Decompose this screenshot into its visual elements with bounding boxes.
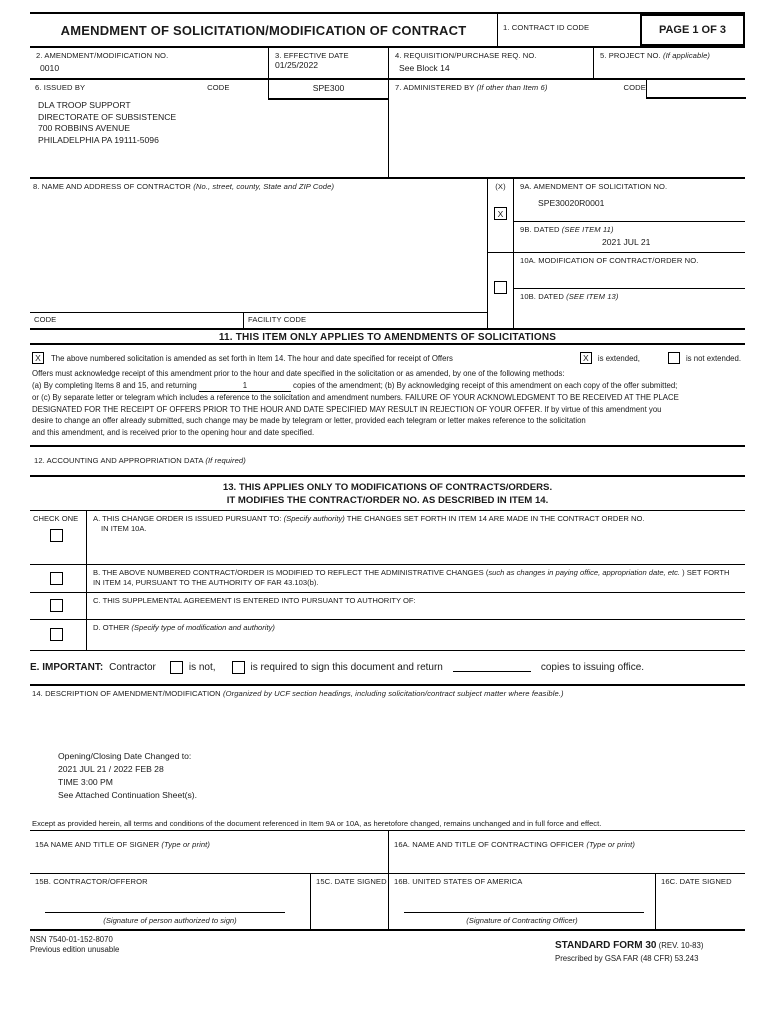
is-not-label: is not, (188, 661, 216, 673)
issued-by-code-label: CODE (207, 83, 230, 92)
administered-by-block[interactable] (388, 80, 745, 177)
contractor-signature-line[interactable] (45, 912, 285, 913)
form-identifier-block (555, 935, 745, 963)
prescribed-by-note: Prescribed by GSA FAR (48 CFR) 53.243 (555, 953, 699, 963)
nsn-number: NSN 7540-01-152-8070 (30, 934, 113, 944)
form-header (30, 12, 745, 48)
section-13-heading-line1: 13. THIS APPLIES ONLY TO MODIFICATIONS OF CONTRACTS/ORDERS. (222, 481, 553, 493)
section-13-heading (30, 475, 745, 510)
project-no-cell[interactable] (593, 48, 745, 78)
ack-line-1: Offers must acknowledge receipt of this amendment prior to the hour and date specified in the solicitation or as amended, by one of the following methods: (32, 369, 565, 378)
description-line: 2021 JUL 21 / 2022 FEB 28 (58, 763, 164, 774)
change-order-text: A. THIS CHANGE ORDER IS ISSUED PURSUANT TO: (Specify authority) THE CHANGES SET FORTH IN ITEM 14 ARE MADE IN THE CONTRACT ORDER NO. IN ITEM 10A. (86, 511, 745, 564)
description-section (30, 684, 745, 830)
solicitation-amended-checkbox[interactable]: X (32, 352, 44, 364)
form-footer (30, 935, 745, 963)
administered-by-code-value[interactable] (646, 80, 746, 99)
previous-edition-note: Previous edition unusable (30, 944, 120, 954)
nsn-block (30, 935, 119, 963)
amendment-no-label: 2. AMENDMENT/MODIFICATION NO. (36, 51, 169, 60)
x-column-header: (X) (495, 182, 506, 191)
administered-by-label: 7. ADMINISTERED BY (If other than Item 6) (395, 83, 548, 92)
contractor-label: 8. NAME AND ADDRESS OF CONTRACTOR (No., street, county, State and ZIP Code) (33, 182, 335, 191)
administered-by-code-label: CODE (623, 83, 646, 92)
accounting-data-cell[interactable] (30, 445, 745, 475)
description-label: 14. DESCRIPTION OF AMENDMENT/MODIFICATION (Organized by UCF section headings, including solicitation/contract subject matter where feasible.) (32, 688, 564, 698)
description-body (58, 750, 745, 802)
address-line: DIRECTORATE OF SUBSISTENCE (38, 111, 177, 122)
contract-id-code-cell[interactable] (497, 14, 640, 46)
other-text: D. OTHER (Specify type of modification and authority) (86, 620, 745, 650)
ack-line-4: DESIGNATED FOR THE RECEIPT OF OFFERS PRIOR TO THE HOUR AND DATE SPECIFIED MAY RESULT IN REJECTION OF YOUR OFFER. If by virtue of this amendment you (32, 404, 662, 414)
requisition-no-value: See Block 14 (399, 63, 450, 73)
supplemental-agreement-row (30, 593, 745, 620)
usa-label: 16B. UNITED STATES OF AMERICA (394, 876, 523, 886)
requisition-no-cell[interactable] (388, 48, 593, 78)
ack-line-5: desire to change an offer already submitted, such change may be made by telegram or letter, provided each telegram or letter makes reference to the solicitation (32, 416, 586, 426)
issued-by-label: 6. ISSUED BY (35, 83, 86, 92)
contractor-signature-caption: (Signature of person authorized to sign) (103, 915, 237, 925)
solicitation-modification-column (513, 179, 745, 328)
issued-by-block (30, 80, 388, 177)
check-cell (30, 565, 86, 592)
signatures-row (30, 873, 745, 931)
check-cell (30, 620, 86, 650)
modification-contract-no-label: 10A. MODIFICATION OF CONTRACT/ORDER NO. (520, 256, 699, 265)
description-line: See Attached Continuation Sheet(s). (58, 789, 198, 800)
amendment-solicitation-no-value: SPE30020R0001 (538, 198, 605, 208)
is-extended-checkbox[interactable]: X (580, 352, 592, 364)
acknowledgment-paragraph (32, 368, 745, 439)
identification-row (30, 48, 745, 80)
effective-date-value: 01/25/2022 (275, 60, 319, 70)
administrative-change-checkbox[interactable] (50, 572, 63, 585)
terms-unchanged-text: Except as provided herein, all terms and conditions of the document referenced in Item 9A or 10A, as heretofore changed, remains unchanged and in full force and effect. (32, 818, 602, 828)
contract-id-code-label: 1. CONTRACT ID CODE (503, 23, 590, 32)
requisition-no-label: 4. REQUISITION/PURCHASE REQ. NO. (395, 51, 537, 60)
ack-line-6: and this amendment, and is received prior to the opening hour and date specified. (32, 427, 315, 437)
officer-date-signed-cell[interactable] (655, 874, 745, 929)
usa-cell[interactable] (388, 874, 655, 929)
check-cell (30, 593, 86, 619)
project-no-label: 5. PROJECT NO. (If applicable) (600, 51, 711, 60)
is-not-checkbox[interactable] (170, 661, 183, 674)
other-row (30, 620, 745, 650)
important-label: E. IMPORTANT: (30, 661, 104, 673)
modification-contract-no-cell[interactable] (514, 252, 745, 288)
address-line: DLA TROOP SUPPORT (38, 100, 131, 110)
contractor-offeror-label: 15B. CONTRACTOR/OFFEROR (35, 876, 148, 886)
accounting-data-label: 12. ACCOUNTING AND APPROPRIATION DATA (If required) (34, 455, 246, 465)
contractor-word: Contractor (109, 661, 156, 673)
other-checkbox[interactable] (50, 628, 63, 641)
change-order-checkbox[interactable] (50, 529, 63, 542)
check-one-cell (30, 511, 86, 564)
contracting-officer-name-cell[interactable] (388, 831, 745, 873)
amendment-no-cell[interactable] (30, 48, 268, 78)
issued-by-code-value[interactable]: SPE300 (268, 80, 388, 100)
is-required-checkbox[interactable] (232, 661, 245, 674)
amendment-no-value: 0010 (40, 63, 60, 73)
description-line: Opening/Closing Date Changed to: (58, 750, 192, 761)
officer-signature-caption: (Signature of Contracting Officer) (466, 915, 578, 925)
copies-returned-field[interactable]: 1 (199, 380, 291, 393)
officer-date-signed-label: 16C. DATE SIGNED (661, 876, 732, 886)
contractor-name-address-cell[interactable] (30, 179, 487, 328)
dated-10b-label: 10B. DATED (SEE ITEM 13) (520, 292, 619, 301)
supplemental-agreement-text: C. THIS SUPPLEMENTAL AGREEMENT IS ENTERED INTO PURSUANT TO AUTHORITY OF: (86, 593, 745, 619)
modification-checkbox[interactable] (494, 281, 507, 294)
signer-name-label: 15A NAME AND TITLE OF SIGNER (Type or print) (35, 839, 211, 849)
x-column-divider (488, 252, 513, 253)
address-line: PHILADELPHIA PA 19111-5096 (38, 134, 159, 145)
section-11-heading: 11. THIS ITEM ONLY APPLIES TO AMENDMENTS OF SOLICITATIONS (30, 328, 745, 345)
is-extended-label: is extended, (597, 353, 640, 363)
officer-signature-line[interactable] (404, 912, 644, 913)
amendment-solicitation-no-label: 9A. AMENDMENT OF SOLICITATION NO. (520, 182, 668, 191)
form-title: AMENDMENT OF SOLICITATION/MODIFICATION OF CONTRACT (60, 22, 467, 38)
standard-form-30-title: STANDARD FORM 30 (REV. 10-83) (555, 939, 704, 951)
contractor-code-cell[interactable]: CODE (34, 315, 57, 324)
is-required-label: is required to sign this document and return (250, 661, 443, 673)
contractor-block (30, 177, 745, 328)
issuing-offices-row (30, 80, 745, 177)
supplemental-agreement-checkbox[interactable] (50, 599, 63, 612)
contractor-date-signed-label: 15C. DATE SIGNED (316, 876, 387, 886)
copies-suffix-label: copies to issuing office. (540, 661, 645, 673)
description-line: TIME 3:00 PM (58, 776, 113, 787)
signer-names-row (30, 830, 745, 873)
not-extended-checkbox[interactable] (668, 352, 680, 364)
dated-9b-value: 2021 JUL 21 (602, 237, 651, 247)
contracting-officer-name-label: 16A. NAME AND TITLE OF CONTRACTING OFFICER (Type or print) (394, 839, 635, 849)
change-order-text-line2: IN ITEM 10A. (101, 524, 147, 534)
copies-to-issuing-field[interactable] (453, 662, 531, 672)
address-line: 700 ROBBINS AVENUE (38, 123, 131, 133)
dated-9b-cell (514, 221, 745, 252)
contractor-date-signed-cell[interactable] (310, 874, 388, 929)
dated-9b-label: 9B. DATED (SEE ITEM 11) (520, 225, 614, 234)
amendment-checkbox[interactable]: X (494, 207, 507, 220)
dated-10b-cell[interactable] (514, 288, 745, 330)
not-extended-label: is not extended. (685, 353, 741, 363)
amendment-solicitation-no-cell (514, 179, 745, 221)
issued-by-address (38, 100, 388, 146)
x-mark-column (487, 179, 513, 328)
signer-name-cell[interactable] (30, 831, 388, 873)
ack-line-2: (a) By completing Items 8 and 15, and returning 1 copies of the amendment; (b) By acknowledging receipt of this amendment on each copy of the offer submitted; (32, 380, 745, 393)
effective-date-label: 3. EFFECTIVE DATE (275, 51, 349, 60)
ack-line-3: or (c) By separate letter or telegram which includes a reference to the solicitation and amendment numbers. FAILURE OF YOUR ACKNOWLEDGMENT TO BE RECEIVED AT THE PLACE (32, 393, 679, 403)
important-row (30, 650, 745, 684)
administrative-change-row (30, 565, 745, 593)
facility-code-cell[interactable]: FACILITY CODE (243, 313, 487, 328)
effective-date-cell[interactable] (268, 48, 388, 78)
contractor-offeror-cell[interactable] (30, 874, 310, 929)
check-one-label: CHECK ONE (33, 513, 79, 523)
section-11-checkbox-row (30, 352, 745, 364)
standard-form-30 (30, 12, 745, 963)
administrative-change-text: B. THE ABOVE NUMBERED CONTRACT/ORDER IS MODIFIED TO REFLECT THE ADMINISTRATIVE CHANGES (such as changes in paying office, appropriation date, etc. ) SET FORTH IN ITEM 14, PURSUANT TO THE AUTHORITY OF FAR 43.103(b). (86, 565, 745, 592)
code-facility-row (30, 312, 487, 328)
change-order-row (30, 511, 745, 565)
page-number: PAGE 1 OF 3 (640, 14, 745, 46)
section-13-heading-line2: IT MODIFIES THE CONTRACT/ORDER NO. AS DESCRIBED IN ITEM 14. (226, 494, 549, 506)
modification-type-table (30, 510, 745, 650)
solicitation-amended-text: The above numbered solicitation is amended as set forth in Item 14. The hour and date specified for receipt of Offers (51, 353, 453, 363)
